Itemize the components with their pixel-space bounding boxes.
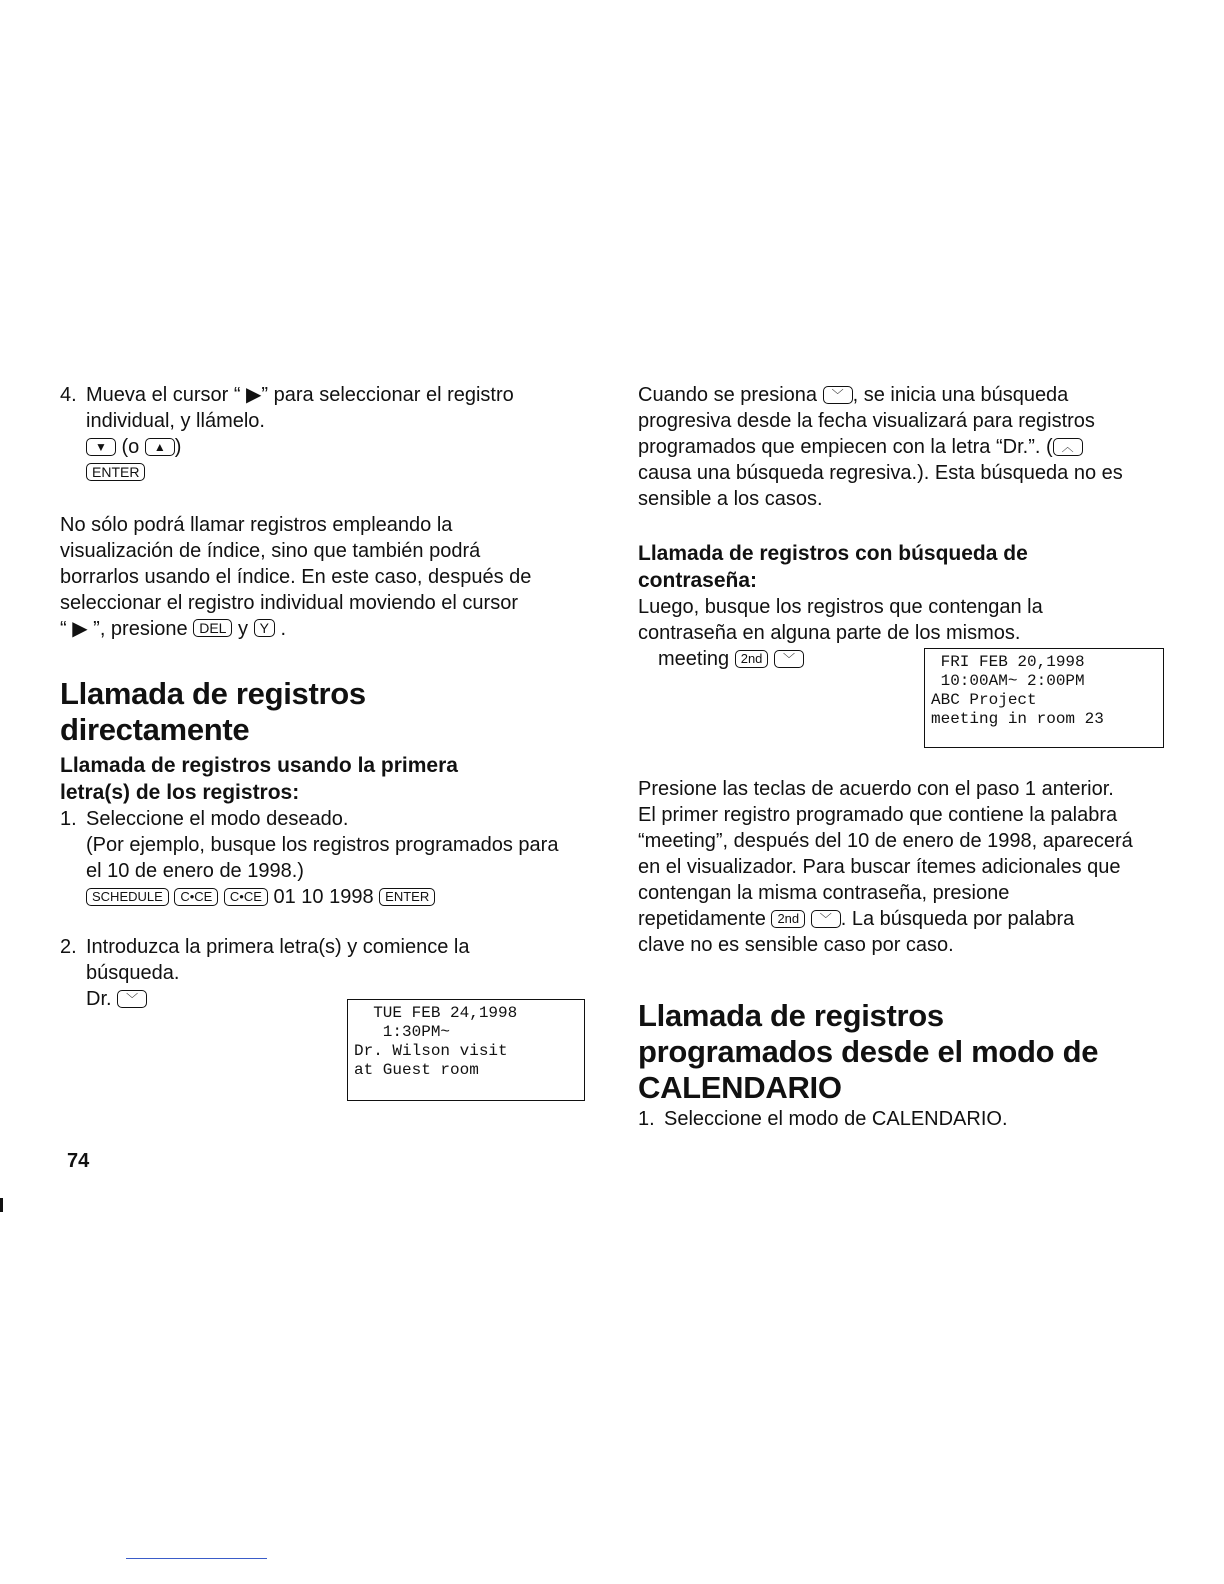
inline-text: y — [238, 618, 249, 640]
paragraph-line: causa una búsqueda regresiva.). Esta búsqueda no es — [638, 462, 1123, 484]
subheading: Llamada de registros usando la primera letra(s) de los registros: — [60, 754, 458, 804]
paragraph-line: Luego, busque los registros que contengan la — [638, 596, 1043, 618]
step-text: individual, y llámelo. — [86, 410, 265, 432]
step-text: Seleccione el modo deseado. — [86, 808, 349, 830]
paragraph-line — [60, 616, 590, 642]
down-search-key-icon: ﹀ — [811, 910, 841, 928]
paragraph-line: en el visualizador. Para buscar ítemes adicionales que — [638, 856, 1121, 878]
step-text: (Por ejemplo, busque los registros programados para — [86, 834, 559, 856]
down-search-key-icon: ﹀ — [774, 650, 804, 668]
lcd-display-2: FRI FEB 20,1998 10:00AM~ 2:00PM ABC Project meeting in room 23 — [924, 648, 1164, 748]
key-sequence — [86, 434, 590, 460]
paragraph-line: contraseña en alguna parte de los mismos. — [638, 622, 1021, 644]
paragraph-line: visualización de índice, sino que también podrá — [60, 540, 481, 562]
inline-text: Dr. — [86, 988, 112, 1010]
key-sequence — [86, 460, 590, 486]
cce-key-icon: C•CE — [174, 888, 218, 906]
paragraph-line — [638, 906, 1178, 932]
paragraph-line: “meeting”, después del 10 de enero de 1998, aparecerá — [638, 830, 1133, 852]
step-text: el 10 de enero de 1998.) — [86, 860, 304, 882]
key-sequence — [86, 884, 590, 910]
step-text: Mueva el cursor “ ▶” para seleccionar el registro — [86, 384, 514, 406]
inline-text: “ ▶ ”, presione — [60, 618, 188, 640]
paragraph-line: clave no es sensible caso por caso. — [638, 934, 954, 956]
up-arrow-key-icon: ▲ — [145, 438, 175, 456]
step-number: 1. — [638, 1108, 655, 1130]
step-number: 4. — [60, 384, 77, 406]
inline-text: . La búsqueda por palabra — [840, 908, 1075, 930]
paragraph-line — [638, 382, 1178, 408]
subheading: Llamada de registros con búsqueda de contraseña: — [638, 542, 1028, 592]
down-arrow-key-icon: ▼ — [86, 438, 116, 456]
step-number: 2. — [60, 936, 77, 958]
delete-paragraph — [60, 512, 590, 642]
inline-text: . — [280, 618, 287, 640]
step-1 — [60, 806, 590, 910]
edge-mark — [0, 1198, 3, 1212]
paragraph-line: borrarlos usando el índice. En este caso, después de — [60, 566, 532, 588]
2nd-key-icon: 2nd — [735, 650, 769, 668]
down-search-key-icon: ﹀ — [823, 386, 853, 404]
inline-text: meeting — [658, 648, 730, 670]
bottom-rule — [126, 1558, 267, 1559]
paragraph-line: El primer registro programado que contiene la palabra — [638, 804, 1118, 826]
paragraph-line — [638, 434, 1178, 460]
paragraph-line: Presione las teclas de acuerdo con el paso 1 anterior. — [638, 778, 1114, 800]
inline-text: Cuando se presiona — [638, 384, 818, 406]
2nd-key-icon: 2nd — [771, 910, 805, 928]
section-title: Llamada de registros programados desde el modo de CALENDARIO — [638, 998, 1099, 1105]
step-4 — [60, 382, 590, 486]
result-paragraph — [638, 776, 1178, 958]
lcd-display-1: TUE FEB 24,1998 1:30PM~ Dr. Wilson visit at Guest room — [347, 999, 585, 1101]
step-number: 1. — [60, 808, 77, 830]
y-key-icon: Y — [254, 619, 275, 637]
date-input-text: 01 10 1998 — [273, 886, 374, 908]
search-paragraph — [638, 382, 1178, 512]
section-title: Llamada de registros directamente — [60, 676, 366, 747]
inline-text: programados que empiecen con la letra “Dr.”. ( — [638, 436, 1053, 458]
paragraph-line: contengan la misma contraseña, presione — [638, 882, 1010, 904]
enter-key-icon: ENTER — [86, 463, 145, 481]
inline-text: repetidamente — [638, 908, 766, 930]
paragraph-line: sensible a los casos. — [638, 488, 823, 510]
paragraph-line: seleccionar el registro individual moviendo el cursor — [60, 592, 518, 614]
page-number: 74 — [67, 1150, 90, 1172]
paragraph-line: No sólo podrá llamar registros empleando la — [60, 514, 453, 536]
left-column — [60, 382, 590, 1012]
inline-text: (o — [121, 436, 140, 458]
del-key-icon: DEL — [193, 619, 232, 637]
paragraph-line: progresiva desde la fecha visualizará para registros — [638, 410, 1095, 432]
cce-key-icon: C•CE — [224, 888, 268, 906]
inline-text: , se inicia una búsqueda — [852, 384, 1069, 406]
step-1 — [638, 1106, 1178, 1132]
step-text: Seleccione el modo de CALENDARIO. — [664, 1108, 1008, 1130]
step-text: búsqueda. — [86, 962, 180, 984]
inline-text: ) — [174, 436, 182, 458]
step-text: Introduzca la primera letra(s) y comience la — [86, 936, 470, 958]
schedule-key-icon: SCHEDULE — [86, 888, 169, 906]
up-search-key-icon: ︿ — [1053, 438, 1083, 456]
down-search-key-icon: ﹀ — [117, 990, 147, 1008]
enter-key-icon: ENTER — [379, 888, 435, 906]
right-column — [638, 382, 1178, 1132]
